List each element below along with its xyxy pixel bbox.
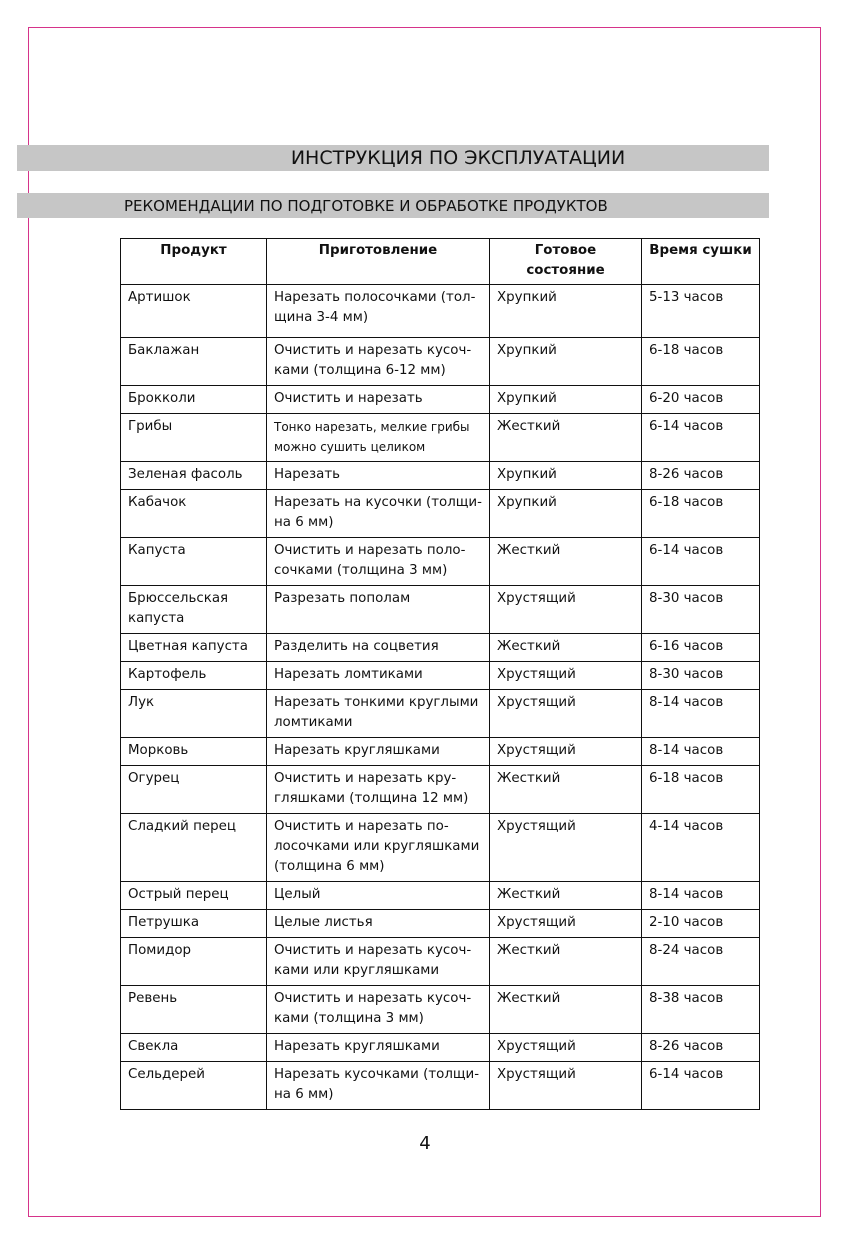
preparation-cell: Нарезать ломтиками	[267, 662, 490, 690]
ready-state-cell: Хрустящий	[490, 662, 642, 690]
product-cell: Огурец	[121, 766, 267, 814]
drying-time-cell: 4-14 часов	[642, 814, 760, 882]
preparation-cell: Целые листья	[267, 910, 490, 938]
ready-state-cell: Хрустящий	[490, 690, 642, 738]
ready-state-cell: Хрупкий	[490, 462, 642, 490]
drying-time-cell: 6-16 часов	[642, 634, 760, 662]
table-row	[121, 386, 760, 414]
preparation-cell: Нарезать кусочками (толщи- на 6 мм)	[267, 1062, 490, 1110]
table-row	[121, 586, 760, 634]
drying-time-cell: 6-18 часов	[642, 766, 760, 814]
ready-state-cell: Хрустящий	[490, 1034, 642, 1062]
ready-state-cell: Жесткий	[490, 986, 642, 1034]
ready-state-cell: Жесткий	[490, 766, 642, 814]
table-row	[121, 738, 760, 766]
table-row	[121, 662, 760, 690]
ready-state-cell: Жесткий	[490, 938, 642, 986]
column-header: Готовое состояние	[490, 239, 642, 285]
drying-time-cell: 8-38 часов	[642, 986, 760, 1034]
preparation-cell: Очистить и нарезать	[267, 386, 490, 414]
preparation-cell: Целый	[267, 882, 490, 910]
preparation-cell: Очистить и нарезать кусоч- ками или кругляшками	[267, 938, 490, 986]
product-cell: Петрушка	[121, 910, 267, 938]
ready-state-cell: Жесткий	[490, 414, 642, 462]
table-row	[121, 490, 760, 538]
ready-state-cell: Хрупкий	[490, 338, 642, 386]
product-cell: Острый перец	[121, 882, 267, 910]
ready-state-cell: Хрустящий	[490, 1062, 642, 1110]
ready-state-cell: Жесткий	[490, 538, 642, 586]
table-row	[121, 538, 760, 586]
table-header-row	[121, 239, 760, 285]
product-cell: Грибы	[121, 414, 267, 462]
ready-state-cell: Хрустящий	[490, 586, 642, 634]
drying-time-cell: 8-24 часов	[642, 938, 760, 986]
preparation-cell: Очистить и нарезать кусоч- ками (толщина 6-12 мм)	[267, 338, 490, 386]
preparation-cell: Нарезать тонкими круглыми ломтиками	[267, 690, 490, 738]
table-row	[121, 814, 760, 882]
table-row	[121, 882, 760, 910]
column-header: Приготовление	[267, 239, 490, 285]
ready-state-cell: Хрустящий	[490, 814, 642, 882]
product-cell: Морковь	[121, 738, 267, 766]
product-cell: Сельдерей	[121, 1062, 267, 1110]
drying-time-cell: 6-14 часов	[642, 538, 760, 586]
ready-state-cell: Хрупкий	[490, 490, 642, 538]
drying-time-cell: 8-14 часов	[642, 882, 760, 910]
drying-time-cell: 8-30 часов	[642, 586, 760, 634]
preparation-cell: Нарезать	[267, 462, 490, 490]
table-row	[121, 910, 760, 938]
drying-time-cell: 6-20 часов	[642, 386, 760, 414]
preparation-cell: Нарезать полосочками (тол- щина 3-4 мм)	[267, 285, 490, 338]
product-cell: Картофель	[121, 662, 267, 690]
column-header: Время сушки	[642, 239, 760, 285]
drying-time-cell: 2-10 часов	[642, 910, 760, 938]
preparation-cell: Разрезать пополам	[267, 586, 490, 634]
drying-time-cell: 6-14 часов	[642, 414, 760, 462]
preparation-cell: Нарезать кругляшками	[267, 738, 490, 766]
preparation-cell: Тонко нарезать, мелкие грибы можно сушить целиком	[267, 414, 490, 462]
preparation-cell: Разделить на соцветия	[267, 634, 490, 662]
product-cell: Брокколи	[121, 386, 267, 414]
column-header: Продукт	[121, 239, 267, 285]
drying-time-cell: 5-13 часов	[642, 285, 760, 338]
ready-state-cell: Жесткий	[490, 634, 642, 662]
product-cell: Помидор	[121, 938, 267, 986]
product-cell: Лук	[121, 690, 267, 738]
ready-state-cell: Хрупкий	[490, 285, 642, 338]
product-cell: Свекла	[121, 1034, 267, 1062]
preparation-cell: Нарезать на кусочки (толщи- на 6 мм)	[267, 490, 490, 538]
table-row	[121, 634, 760, 662]
preparation-cell: Очистить и нарезать поло- сочками (толщина 3 мм)	[267, 538, 490, 586]
product-cell: Зеленая фасоль	[121, 462, 267, 490]
product-cell: Кабачок	[121, 490, 267, 538]
table-row	[121, 766, 760, 814]
preparation-cell: Очистить и нарезать по- лосочками или кругляшками (толщина 6 мм)	[267, 814, 490, 882]
ready-state-cell: Хрустящий	[490, 910, 642, 938]
table-row	[121, 285, 760, 338]
drying-time-cell: 8-26 часов	[642, 1034, 760, 1062]
drying-time-cell: 6-14 часов	[642, 1062, 760, 1110]
drying-time-cell: 8-30 часов	[642, 662, 760, 690]
product-cell: Сладкий перец	[121, 814, 267, 882]
drying-time-cell: 6-18 часов	[642, 338, 760, 386]
table-row	[121, 462, 760, 490]
product-cell: Капуста	[121, 538, 267, 586]
section-title: РЕКОМЕНДАЦИИ ПО ПОДГОТОВКЕ И ОБРАБОТКЕ ПРОДУКТОВ	[17, 193, 769, 218]
table-row	[121, 338, 760, 386]
table-row	[121, 1034, 760, 1062]
preparation-cell: Очистить и нарезать кру- гляшками (толщина 12 мм)	[267, 766, 490, 814]
ready-state-cell: Хрустящий	[490, 738, 642, 766]
drying-table	[120, 238, 760, 1110]
product-cell: Баклажан	[121, 338, 267, 386]
product-cell: Брюссельская капуста	[121, 586, 267, 634]
table-row	[121, 986, 760, 1034]
drying-time-cell: 8-14 часов	[642, 690, 760, 738]
table-row	[121, 938, 760, 986]
table-row	[121, 414, 760, 462]
drying-time-cell: 8-14 часов	[642, 738, 760, 766]
page-title: ИНСТРУКЦИЯ ПО ЭКСПЛУАТАЦИИ	[17, 145, 769, 171]
drying-time-cell: 6-18 часов	[642, 490, 760, 538]
product-cell: Ревень	[121, 986, 267, 1034]
page-number: 4	[419, 1133, 431, 1154]
table-row	[121, 690, 760, 738]
preparation-cell: Нарезать кругляшками	[267, 1034, 490, 1062]
table-row	[121, 1062, 760, 1110]
preparation-cell: Очистить и нарезать кусоч- ками (толщина 3 мм)	[267, 986, 490, 1034]
drying-time-cell: 8-26 часов	[642, 462, 760, 490]
product-cell: Цветная капуста	[121, 634, 267, 662]
ready-state-cell: Жесткий	[490, 882, 642, 910]
product-cell: Артишок	[121, 285, 267, 338]
ready-state-cell: Хрупкий	[490, 386, 642, 414]
